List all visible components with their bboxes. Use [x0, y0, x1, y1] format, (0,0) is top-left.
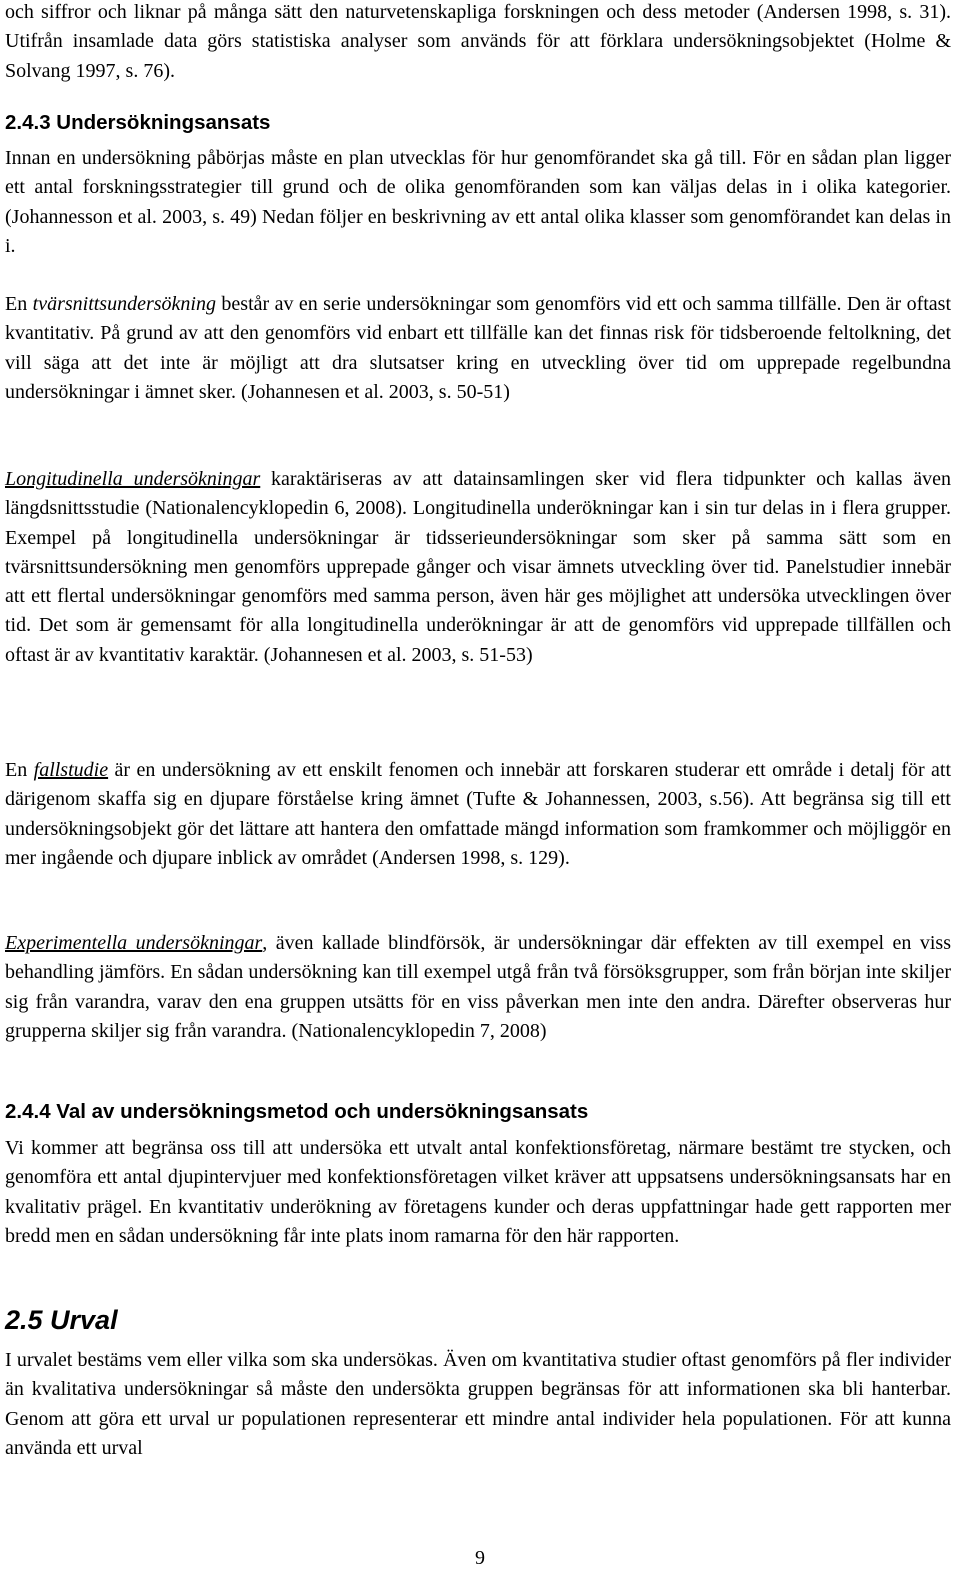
section-heading-2-4-4: 2.4.4 Val av undersökningsmetod och undersökningsansats [5, 1100, 589, 1123]
urval-paragraph: I urvalet bestäms vem eller vilka som ska undersökas. Även om kvantitativa studier oftast genomförs på fler individer än kvalitativa undersökningar så måste den undersökta gruppen begränsas för att informationen ska bli hanterbar. Genom att göra ett urval ur populationen representerar ett mindre antal individer hela populationen. För att kunna använda ett urval [5, 1349, 951, 1459]
cross-sectional-text: består av en serie undersökningar som genomförs vid ett och samma tillfälle. Den är oftast kvantitativ. På grund av att den genomförs vid enbart ett tillfälle kan det finnas risk för tidsberoende feltolkning, det vill säga att det inte är möjligt att dra slutsatser kring en utveckling över tid om upprepade regelbundna undersökningar i ämnet sker. (Johannesen et al. 2003, s. 50-51) [5, 293, 951, 403]
experimental-term: Experimentella undersökningar [5, 932, 263, 954]
case-study-paragraph [5, 756, 951, 873]
case-study-term: fallstudie [33, 759, 109, 781]
page-number: 9 [475, 1547, 485, 1569]
cross-sectional-term: tvärsnittsundersökning [32, 293, 216, 315]
experimental-paragraph [5, 929, 951, 1046]
experimental-text: , även kallade blindförsök, är undersökningar där effekten av till exempel en viss behandling jämförs. En sådan undersökning kan till exempel utgå från två försöksgrupper, som från början inte skiljer sig från varandra, varav den ena gruppen utsätts för en viss påverkan men inte den andra. Därefter observeras hur grupperna skiljer sig från varandra. (Nationalencyklopedin 7, 2008) [5, 932, 951, 1042]
longitudinal-paragraph [5, 465, 951, 670]
method-choice-paragraph: Vi kommer att begränsa oss till att undersöka ett utvalt antal konfektionsföretag, närmare bestämt tre stycken, och genomföra ett antal djupintervjuer med konfektionsföretagen vilket kräver att uppsatsens undersökningsansats har en kvalitativ prägel. En kvantitativ underökning av företagens kunder och deras uppfattningar hade gett rapporten mer bredd men en sådan undersökning får inte plats inom ramarna för den här rapporten. [5, 1137, 951, 1247]
case-study-lead: En [5, 759, 34, 781]
section-heading-2-5: 2.5 Urval [5, 1305, 118, 1335]
cross-sectional-lead: En [5, 293, 33, 315]
longitudinal-text: karaktäriseras av att datainsamlingen sker vid flera tidpunkter och kallas även längdsnittsstudie (Nationalencyklopedin 6, 2008). Longitudinella underökningar kan i sin tur delas in i flera grupper. Exempel på longitudinella undersökningar är tidsserieundersökningar som sker på samma sätt som en tvärsnittsundersökning men genomförs upprepade gånger och visar ämnets utveckling över tid. Panelstudier innebär att ett flertal undersökningar genomförs med samma person, även här ges möjlighet att undersöka utvecklingen över tid. Det som är gemensamt för alla longitudinella underökningar är att de genomförs vid upprepade tillfällen och oftast är av kvantitativ karaktär. (Johannesen et al. 2003, s. 51-53) [5, 468, 951, 666]
longitudinal-term: Longitudinella undersökningar [5, 468, 261, 490]
cross-sectional-paragraph [5, 290, 951, 407]
undersokningsansats-paragraph: Innan en undersökning påbörjas måste en plan utvecklas för hur genomförandet ska gå till. För en sådan plan ligger ett antal forskningsstrategier till grund och de olika genomföranden som kan väljas delas in i olika kategorier. (Johannesson et al. 2003, s. 49) Nedan följer en beskrivning av ett antal olika klasser som genomförandet kan delas in i. [5, 147, 951, 257]
section-heading-2-4-3: 2.4.3 Undersökningsansats [5, 111, 271, 134]
case-study-text: är en undersökning av ett enskilt fenomen och innebär att forskaren studerar ett område i detalj för att därigenom skaffa sig en djupare förståelse kring ämnet (Tufte & Johannessen, 2003, s.56). Att begränsa sig till ett undersökningsobjekt gör det lättare att hantera den omfattade mängd information som framkommer och möjliggör en mer ingående och djupare inblick av området (Andersen 1998, s. 129). [5, 759, 952, 869]
intro-paragraph: och siffror och liknar på många sätt den naturvetenskapliga forskningen och dess metoder (Andersen 1998, s. 31). Utifrån insamlade data görs statistiska analyser som används för att förklara undersökningsobjektet (Holme & Solvang 1997, s. 76). [5, 1, 951, 82]
